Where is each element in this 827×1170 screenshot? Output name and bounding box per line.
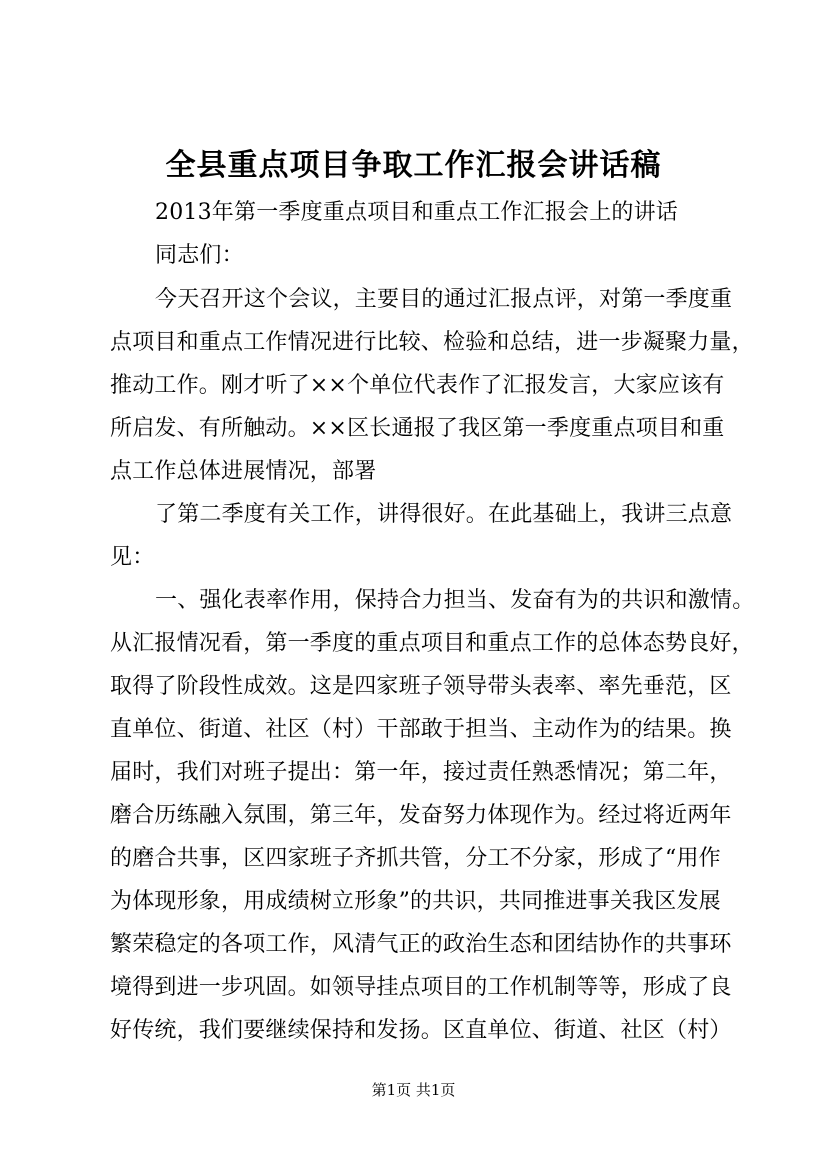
paragraph-line: 了第二季度有关工作，讲得很好。在此基础上，我讲三点意 [155, 502, 733, 527]
paragraph-line: 好传统，我们要继续保持和发扬。区直单位、街道、社区（村） [110, 1018, 732, 1043]
paragraph-line: 为体现形象，用成绩树立形象”的共识，共同推进事关我区发展 [110, 889, 721, 914]
salutation-line: 同志们： [155, 243, 244, 268]
paragraph-line: 届时，我们对班子提出：第一年，接过责任熟悉情况；第二年， [110, 760, 732, 785]
paragraph-line: 繁荣稳定的各项工作，风清气正的政治生态和团结协作的共事环 [110, 932, 732, 957]
subtitle-line: 2013年第一季度重点项目和重点工作汇报会上的讲话 [155, 200, 678, 225]
paragraph-line: 见： [110, 545, 155, 570]
paragraph-line: 今天召开这个会议，主要目的通过汇报点评，对第一季度重 [155, 287, 733, 312]
page-number-footer: 第1页 共1页 [371, 1081, 456, 1099]
paragraph-line: 点工作总体进展情况，部署 [110, 459, 377, 484]
paragraph-line: 的磨合共事，区四家班子齐抓共管，分工不分家，形成了“用作 [110, 846, 721, 871]
document-title: 全县重点项目争取工作汇报会讲话稿 [165, 148, 662, 183]
paragraph-line: 所启发、有所触动。××区长通报了我区第一季度重点项目和重 [110, 416, 725, 441]
paragraph-line: 境得到进一步巩固。如领导挂点项目的工作机制等等，形成了良 [110, 975, 732, 1000]
paragraph-line: 磨合历练融入氛围，第三年，发奋努力体现作为。经过将近两年 [110, 803, 732, 828]
paragraph-line: 点项目和重点工作情况进行比较、检验和总结，进一步凝聚力量， [110, 330, 754, 355]
paragraph-line: 一、强化表率作用，保持合力担当、发奋有为的共识和激情。 [155, 588, 755, 613]
paragraph-line: 取得了阶段性成效。这是四家班子领导带头表率、率先垂范，区 [110, 674, 732, 699]
paragraph-line: 推动工作。刚才听了××个单位代表作了汇报发言，大家应该有 [110, 373, 725, 398]
paragraph-line: 从汇报情况看，第一季度的重点项目和重点工作的总体态势良好， [110, 631, 754, 656]
paragraph-line: 直单位、街道、社区（村）干部敢于担当、主动作为的结果。换 [110, 717, 732, 742]
